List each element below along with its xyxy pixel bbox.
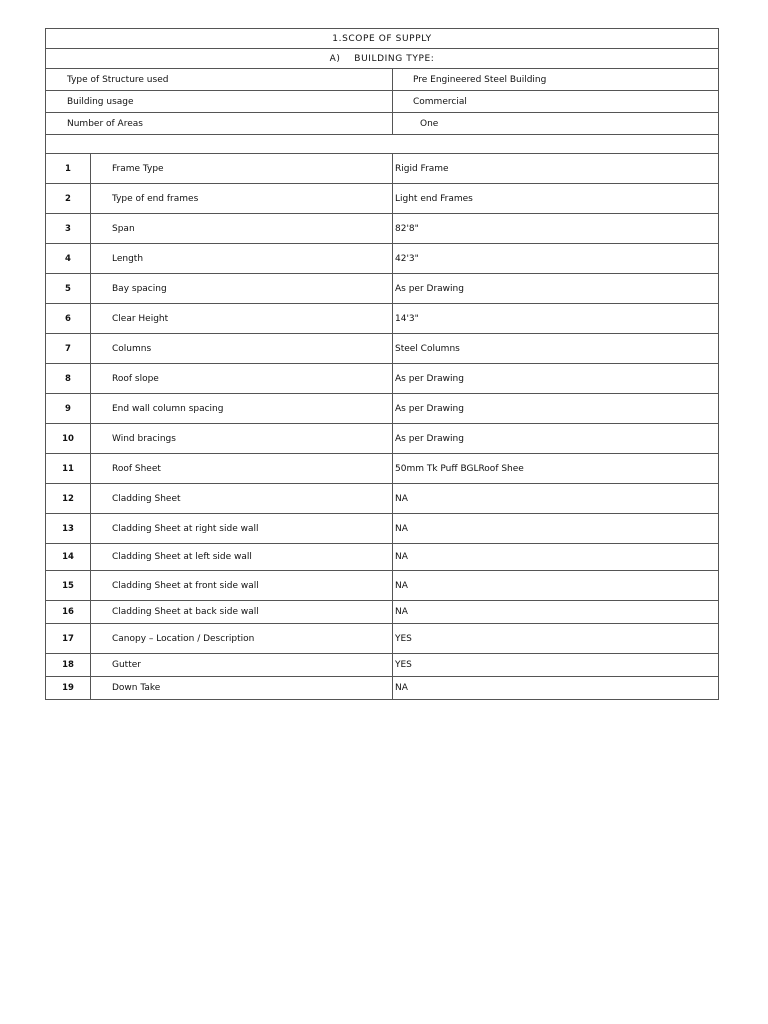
row-item: Type of end frames [91, 184, 393, 214]
table-row [46, 154, 719, 184]
table-row [46, 304, 719, 334]
row-number: 1 [46, 154, 91, 184]
row-value: Rigid Frame [393, 154, 719, 184]
row-item: Span [91, 214, 393, 244]
table-row [46, 484, 719, 514]
row-item: Cladding Sheet [91, 484, 393, 514]
row-number: 19 [46, 677, 91, 700]
row-item: Down Take [91, 677, 393, 700]
info-row [46, 91, 719, 113]
row-item: Frame Type [91, 154, 393, 184]
row-value: As per Drawing [393, 274, 719, 304]
row-number: 6 [46, 304, 91, 334]
info-label: Type of Structure used [46, 69, 393, 91]
row-value: NA [393, 484, 719, 514]
info-value: Commercial [393, 91, 719, 113]
scope-table [45, 28, 719, 700]
row-number: 13 [46, 514, 91, 544]
row-value: YES [393, 654, 719, 677]
row-value: Light end Frames [393, 184, 719, 214]
sheet-title: 1.SCOPE OF SUPPLY [46, 29, 719, 49]
table-row [46, 544, 719, 571]
row-item: Roof Sheet [91, 454, 393, 484]
row-number: 18 [46, 654, 91, 677]
row-value: As per Drawing [393, 394, 719, 424]
spacer-row [46, 135, 719, 154]
row-item: Cladding Sheet at front side wall [91, 571, 393, 601]
table-row [46, 274, 719, 304]
row-value: As per Drawing [393, 424, 719, 454]
spacer-cell [46, 135, 719, 154]
table-row [46, 184, 719, 214]
info-value: Pre Engineered Steel Building [393, 69, 719, 91]
row-number: 10 [46, 424, 91, 454]
row-item: Roof slope [91, 364, 393, 394]
table-row [46, 424, 719, 454]
row-number: 2 [46, 184, 91, 214]
row-value: NA [393, 571, 719, 601]
row-number: 7 [46, 334, 91, 364]
table-row [46, 571, 719, 601]
info-row [46, 69, 719, 91]
row-item: Gutter [91, 654, 393, 677]
row-number: 5 [46, 274, 91, 304]
row-value: 14'3" [393, 304, 719, 334]
row-item: Cladding Sheet at back side wall [91, 601, 393, 624]
row-number: 12 [46, 484, 91, 514]
table-row [46, 601, 719, 624]
row-item: Cladding Sheet at right side wall [91, 514, 393, 544]
row-number: 16 [46, 601, 91, 624]
table-row [46, 454, 719, 484]
info-row [46, 113, 719, 135]
row-value: As per Drawing [393, 364, 719, 394]
table-row [46, 244, 719, 274]
row-number: 3 [46, 214, 91, 244]
info-value: One [393, 113, 719, 135]
table-row [46, 334, 719, 364]
scope-of-supply-sheet [45, 28, 718, 700]
subtitle-row [46, 49, 719, 69]
row-value: NA [393, 544, 719, 571]
info-label: Building usage [46, 91, 393, 113]
row-value: 82'8" [393, 214, 719, 244]
table-row [46, 624, 719, 654]
title-row [46, 29, 719, 49]
row-item: Cladding Sheet at left side wall [91, 544, 393, 571]
row-value: 50mm Tk Puff BGLRoof Shee [393, 454, 719, 484]
row-item: Columns [91, 334, 393, 364]
row-item: Length [91, 244, 393, 274]
row-number: 11 [46, 454, 91, 484]
table-row [46, 677, 719, 700]
row-value: Steel Columns [393, 334, 719, 364]
row-number: 8 [46, 364, 91, 394]
spec-rows [46, 154, 719, 700]
row-value: 42'3" [393, 244, 719, 274]
row-value: YES [393, 624, 719, 654]
row-item: Canopy – Location / Description [91, 624, 393, 654]
table-row [46, 514, 719, 544]
section-subtitle: A) BUILDING TYPE: [46, 49, 719, 69]
row-item: Wind bracings [91, 424, 393, 454]
row-item: Clear Height [91, 304, 393, 334]
row-value: NA [393, 514, 719, 544]
row-number: 9 [46, 394, 91, 424]
info-label: Number of Areas [46, 113, 393, 135]
table-row [46, 394, 719, 424]
row-value: NA [393, 601, 719, 624]
row-item: End wall column spacing [91, 394, 393, 424]
table-row [46, 654, 719, 677]
row-item: Bay spacing [91, 274, 393, 304]
row-number: 4 [46, 244, 91, 274]
row-number: 17 [46, 624, 91, 654]
row-number: 14 [46, 544, 91, 571]
table-row [46, 214, 719, 244]
row-number: 15 [46, 571, 91, 601]
row-value: NA [393, 677, 719, 700]
table-row [46, 364, 719, 394]
